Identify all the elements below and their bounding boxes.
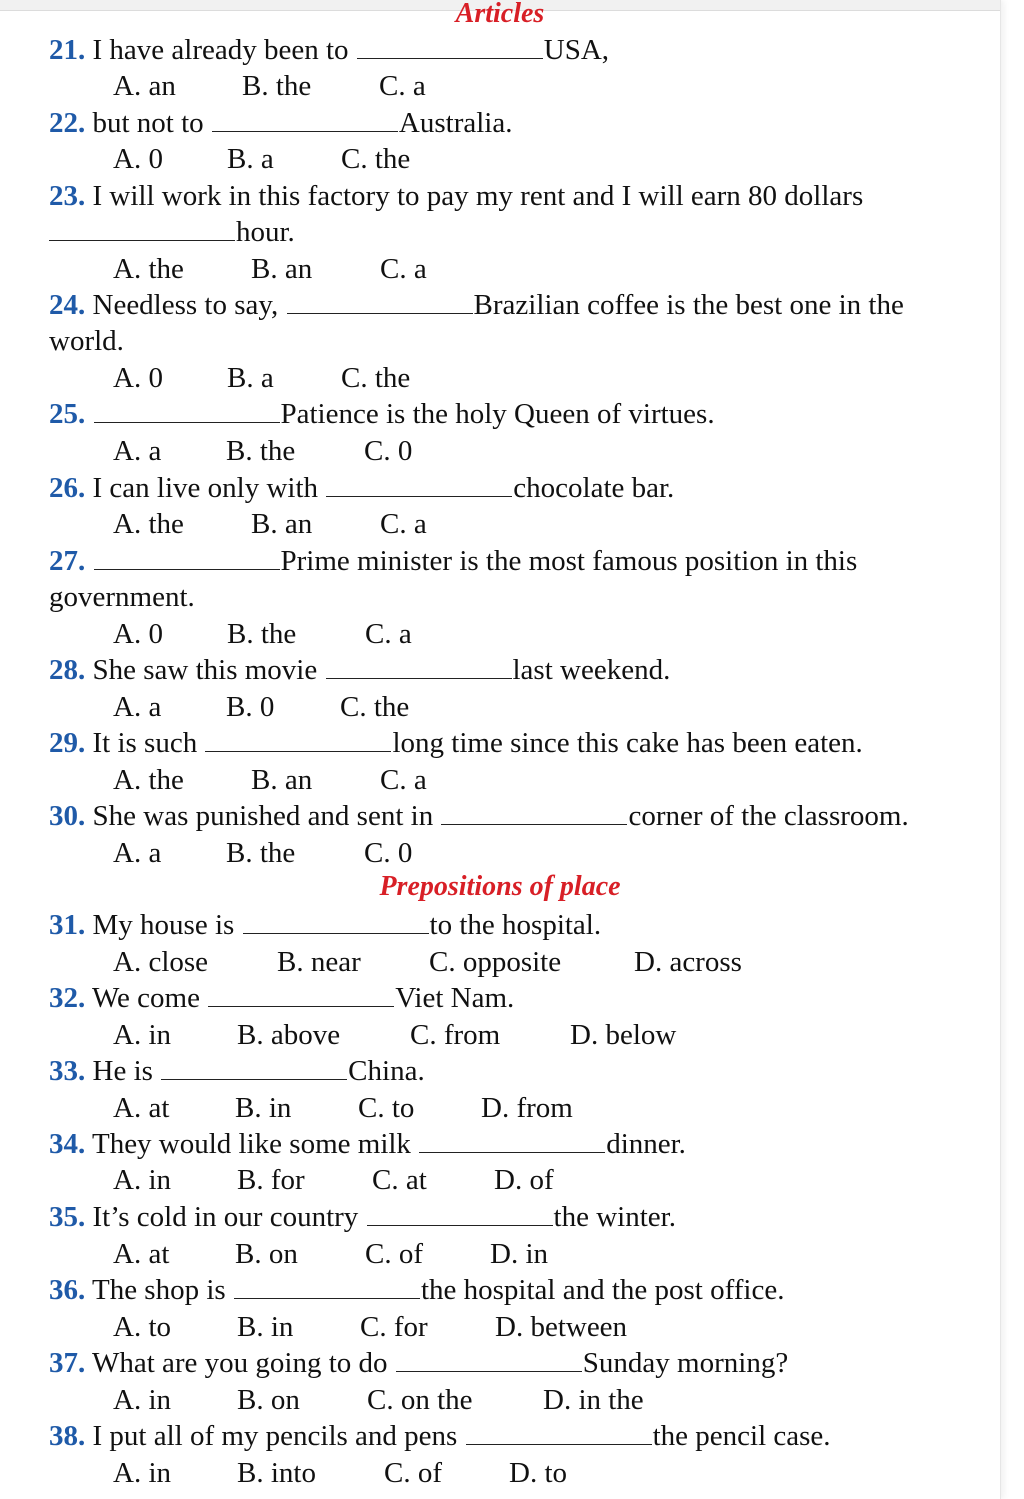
question-28: 28. She saw this movie last weekend. <box>49 654 671 686</box>
question-24: 24. Needless to say, Brazilian coffee is the best one in the <box>49 289 904 321</box>
option-28-c[interactable]: C. the <box>340 691 410 723</box>
option-23-b[interactable]: B. an <box>251 253 313 285</box>
option-28-b[interactable]: B. 0 <box>226 691 275 723</box>
question-31: 31. My house is to the hospital. <box>49 909 602 941</box>
option-27-b[interactable]: B. the <box>227 618 297 650</box>
question-25: 25. Patience is the holy Queen of virtues. <box>49 398 715 430</box>
options-33 <box>113 1090 573 1126</box>
option-37-b[interactable]: B. on <box>237 1384 300 1416</box>
option-34-c[interactable]: C. at <box>372 1164 427 1196</box>
question-29: 29. It is such long time since this cake has been eaten. <box>49 727 863 759</box>
answer-blank-37[interactable] <box>396 1345 582 1372</box>
answer-blank-34[interactable] <box>419 1126 605 1153</box>
question-21: 21. I have already been to USA, <box>49 34 610 66</box>
option-29-c[interactable]: C. a <box>380 764 427 796</box>
options-23 <box>113 251 427 287</box>
option-25-b[interactable]: B. the <box>226 435 296 467</box>
option-33-d[interactable]: D. from <box>481 1092 573 1124</box>
answer-blank-28[interactable] <box>326 652 512 679</box>
options-24 <box>113 360 410 396</box>
option-24-b[interactable]: B. a <box>227 362 274 394</box>
options-32 <box>113 1017 676 1053</box>
option-26-a[interactable]: A. the <box>113 508 184 540</box>
question-27: 27. Prime minister is the most famous position in this <box>49 545 858 577</box>
answer-blank-23[interactable] <box>49 214 235 241</box>
option-35-b[interactable]: B. on <box>235 1238 298 1270</box>
option-24-c[interactable]: C. the <box>341 362 411 394</box>
option-34-d[interactable]: D. of <box>494 1164 554 1196</box>
options-25 <box>113 433 412 469</box>
option-23-c[interactable]: C. a <box>380 253 427 285</box>
option-21-b[interactable]: B. the <box>242 70 312 102</box>
option-38-c[interactable]: C. of <box>384 1457 442 1489</box>
option-26-c[interactable]: C. a <box>380 508 427 540</box>
option-25-c[interactable]: C. 0 <box>364 435 413 467</box>
option-38-a[interactable]: A. in <box>113 1457 171 1489</box>
options-37 <box>113 1382 644 1418</box>
options-22 <box>113 141 410 177</box>
question-23: 23. I will work in this factory to pay my rent and I will earn 80 dollars <box>49 180 864 212</box>
section-title-articles: Articles <box>455 0 545 29</box>
question-33: 33. He is China. <box>49 1055 425 1087</box>
answer-blank-33[interactable] <box>161 1053 347 1080</box>
option-26-b[interactable]: B. an <box>251 508 313 540</box>
option-37-a[interactable]: A. in <box>113 1384 171 1416</box>
options-26 <box>113 506 427 542</box>
question-23-continued: hour. <box>49 214 295 250</box>
answer-blank-21[interactable] <box>357 32 543 59</box>
option-36-c[interactable]: C. for <box>360 1311 428 1343</box>
option-32-b[interactable]: B. above <box>237 1019 341 1051</box>
question-38: 38. I put all of my pencils and pens the pencil case. <box>49 1420 831 1452</box>
option-32-a[interactable]: A. in <box>113 1019 171 1051</box>
question-36: 36. The shop is the hospital and the post office. <box>49 1274 785 1306</box>
option-29-b[interactable]: B. an <box>251 764 313 796</box>
answer-blank-24[interactable] <box>287 287 473 314</box>
option-32-d[interactable]: D. below <box>570 1019 677 1051</box>
options-35 <box>113 1236 548 1272</box>
question-26: 26. I can live only with chocolate bar. <box>49 472 675 504</box>
option-27-c[interactable]: C. a <box>365 618 412 650</box>
question-24-continued: world. <box>49 325 124 357</box>
answer-blank-38[interactable] <box>466 1418 652 1445</box>
option-31-c[interactable]: C. opposite <box>429 946 562 978</box>
option-29-a[interactable]: A. the <box>113 764 184 796</box>
options-36 <box>113 1309 627 1345</box>
options-34 <box>113 1162 554 1198</box>
option-37-c[interactable]: C. on the <box>367 1384 473 1416</box>
option-22-b[interactable]: B. a <box>227 143 274 175</box>
option-32-c[interactable]: C. from <box>410 1019 501 1051</box>
question-27-continued: government. <box>49 581 195 613</box>
option-31-a[interactable]: A. close <box>113 946 209 978</box>
question-34: 34. They would like some milk dinner. <box>49 1128 686 1160</box>
option-37-d[interactable]: D. in the <box>543 1384 644 1416</box>
answer-blank-32[interactable] <box>208 980 394 1007</box>
option-35-d[interactable]: D. in <box>490 1238 548 1270</box>
option-24-a[interactable]: A. 0 <box>113 362 163 394</box>
option-30-a[interactable]: A. a <box>113 837 162 869</box>
option-36-a[interactable]: A. to <box>113 1311 171 1343</box>
option-35-a[interactable]: A. at <box>113 1238 170 1270</box>
option-23-a[interactable]: A. the <box>113 253 184 285</box>
option-38-d[interactable]: D. to <box>509 1457 567 1489</box>
option-36-b[interactable]: B. in <box>237 1311 294 1343</box>
answer-blank-29[interactable] <box>205 725 391 752</box>
question-32: 32. We come Viet Nam. <box>49 982 515 1014</box>
option-22-a[interactable]: A. 0 <box>113 143 163 175</box>
option-33-c[interactable]: C. to <box>358 1092 415 1124</box>
option-35-c[interactable]: C. of <box>365 1238 423 1270</box>
options-31 <box>113 944 742 980</box>
options-29 <box>113 762 427 798</box>
option-31-b[interactable]: B. near <box>277 946 361 978</box>
option-21-a[interactable]: A. an <box>113 70 176 102</box>
options-28 <box>113 689 409 725</box>
answer-blank-31[interactable] <box>243 907 429 934</box>
question-37: 37. What are you going to do Sunday morning? <box>49 1347 789 1379</box>
answer-blank-26[interactable] <box>326 470 512 497</box>
option-31-d[interactable]: D. across <box>634 946 742 978</box>
answer-blank-22[interactable] <box>212 105 398 132</box>
option-27-a[interactable]: A. 0 <box>113 618 163 650</box>
option-33-b[interactable]: B. in <box>235 1092 292 1124</box>
question-35: 35. It’s cold in our country the winter. <box>49 1201 676 1233</box>
question-30: 30. She was punished and sent in corner of the classroom. <box>49 800 909 832</box>
option-34-a[interactable]: A. in <box>113 1164 171 1196</box>
option-22-c[interactable]: C. the <box>341 143 411 175</box>
option-38-b[interactable]: B. into <box>237 1457 316 1489</box>
options-38 <box>113 1455 567 1491</box>
answer-blank-25[interactable] <box>94 396 280 423</box>
section-title-prepositions: Prepositions of place <box>379 871 621 902</box>
answer-blank-27[interactable] <box>94 543 280 570</box>
option-34-b[interactable]: B. for <box>237 1164 305 1196</box>
answer-blank-36[interactable] <box>234 1272 420 1299</box>
option-30-c[interactable]: C. 0 <box>364 837 413 869</box>
options-30 <box>113 835 412 871</box>
options-21 <box>113 68 426 104</box>
option-25-a[interactable]: A. a <box>113 435 162 467</box>
option-30-b[interactable]: B. the <box>226 837 296 869</box>
answer-blank-35[interactable] <box>367 1199 553 1226</box>
option-33-a[interactable]: A. at <box>113 1092 170 1124</box>
question-22: 22. but not to Australia. <box>49 107 513 139</box>
option-21-c[interactable]: C. a <box>379 70 426 102</box>
options-27 <box>113 616 412 652</box>
option-36-d[interactable]: D. between <box>495 1311 628 1343</box>
answer-blank-30[interactable] <box>441 798 627 825</box>
option-28-a[interactable]: A. a <box>113 691 162 723</box>
